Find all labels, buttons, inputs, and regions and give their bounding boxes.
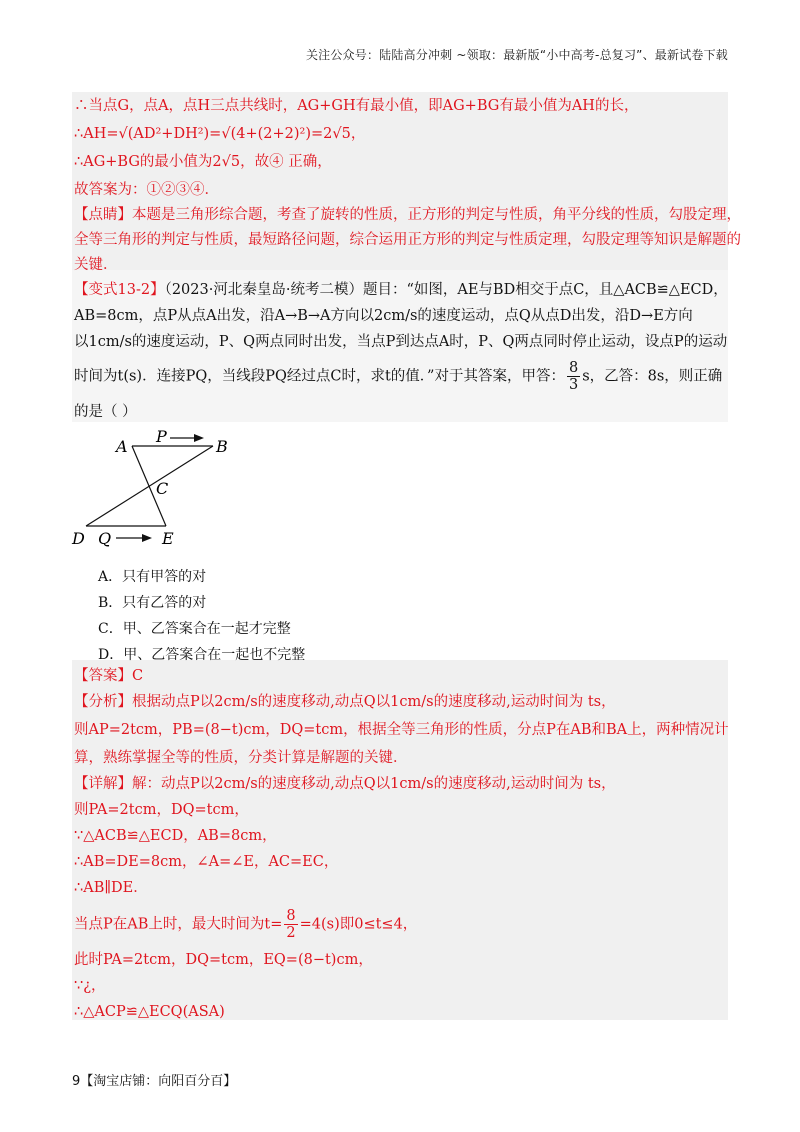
fraction-numerator: 8 <box>568 360 579 376</box>
detail-line-1: 【详解】解：动点P以2cm/s的速度移动,动点Q以1cm/s的速度移动,运动时间为 ts， <box>74 776 616 792</box>
label-E: E <box>162 529 174 548</box>
fraction-8-2 <box>284 908 297 941</box>
choice-a[interactable]: A．只有甲答的对 <box>98 569 207 585</box>
detail-text-6a: 当点P在AB上时，最大时间为t= <box>74 916 283 933</box>
question-text-4b: s，乙答：8s，则正确 <box>582 368 723 385</box>
detail-text-6b: =4(s)即0≤t≤4， <box>299 916 418 933</box>
key-point-line-1: 【点睛】本题是三角形综合题，考查了旋转的性质，正方形的判定与性质，角平分线的性质，勾股定理， <box>74 207 741 223</box>
detail-line-9: ∴△ACP≌△ECQ(ASA) <box>74 1004 225 1020</box>
analysis-line-2: 则AP=2tcm，PB=(8−t)cm，DQ=tcm，根据全等三角形的性质，分点P在AB和BA上，两种情况计 <box>74 722 729 738</box>
key-point-line-3: 关键． <box>74 257 118 273</box>
geometry-figure <box>70 428 240 550</box>
question-line-2: AB=8cm，点P从点A出发，沿A→B→A方向以2cm/s的速度运动，点Q从点D出发，沿D→E方向 <box>74 308 693 324</box>
answer-line: 【答案】C <box>74 668 144 684</box>
choice-b[interactable]: B．只有乙答的对 <box>98 595 207 611</box>
top-line-2: ∴AH=√(AD²+DH²)=√(4+(2+2)²)=2√5， <box>74 126 366 142</box>
label-A: A <box>116 437 128 456</box>
question-line-5: 的是（ ） <box>74 404 137 420</box>
fraction-denominator-2: 2 <box>286 925 296 941</box>
detail-line-3: ∵△ACB≌△ECD，AB=8cm， <box>74 828 277 844</box>
detail-line-6 <box>74 908 732 941</box>
top-line-3: ∴AG+BG的最小值为2√5，故④ 正确， <box>74 154 332 170</box>
detail-line-5: ∴AB∥DE． <box>74 880 148 896</box>
top-line-4: 故答案为：①②③④． <box>74 182 219 198</box>
detail-line-7: 此时PA=2tcm，DQ=tcm，EQ=(8−t)cm， <box>74 952 373 968</box>
label-Q: Q <box>98 529 112 548</box>
choice-c[interactable]: C．甲、乙答案合在一起才完整 <box>98 621 291 637</box>
detail-line-2: 则PA=2tcm，DQ=tcm， <box>74 802 249 818</box>
fraction-8-3 <box>567 360 580 393</box>
label-B: B <box>216 437 228 456</box>
question-line-3: 以1cm/s的速度运动，P、Q两点同时出发，当点P到达点A时，P、Q两点同时停止运动，设点P的运动 <box>74 334 728 350</box>
label-D: D <box>72 529 85 548</box>
arrowhead-Q <box>142 534 152 542</box>
label-C: C <box>156 479 169 498</box>
top-line-1: ∴当点G，点A，点H三点共线时，AG+GH有最小值，即AG+BG有最小值为AH的长， <box>74 98 639 114</box>
fraction-numerator-2: 8 <box>286 908 296 924</box>
variant-tag: 【变式13-2】 <box>74 282 165 298</box>
key-point-line-2: 全等三角形的判定与性质，最短路径问题，综合运用正方形的判定与性质定理，勾股定理等知识是解题的 <box>74 232 741 248</box>
analysis-line-3: 算，熟练掌握全等的性质，分类计算是解题的关键． <box>74 750 408 766</box>
question-line-4 <box>74 360 732 393</box>
detail-line-4: ∴AB=DE=8cm，∠A=∠E，AC=EC， <box>74 854 339 870</box>
page-footer: 9【淘宝店铺：向阳百分百】 <box>72 1074 237 1089</box>
question-line-1 <box>74 280 732 300</box>
page-header: 关注公众号：陆陆高分冲刺 ~领取：最新版“小中高考-总复习”、最新试卷下载 <box>305 48 728 62</box>
question-text-4a: 时间为t(s)．连接PQ，当线段PQ经过点C时，求t的值．”对于其答案，甲答： <box>74 368 565 385</box>
question-text-1: （2023·河北秦皇岛·统考二模）题目：“如图，AE与BD相交于点C，且△ACB≌△ECD， <box>164 282 728 298</box>
detail-line-8: ∵¿， <box>74 978 106 994</box>
choice-d[interactable]: D．甲、乙答案合在一起也不完整 <box>98 647 306 663</box>
label-P: P <box>156 428 167 446</box>
analysis-line-1: 【分析】根据动点P以2cm/s的速度移动,动点Q以1cm/s的速度移动,运动时间为 ts， <box>74 694 616 710</box>
arrowhead-P <box>194 434 204 442</box>
fraction-denominator: 3 <box>568 377 579 393</box>
